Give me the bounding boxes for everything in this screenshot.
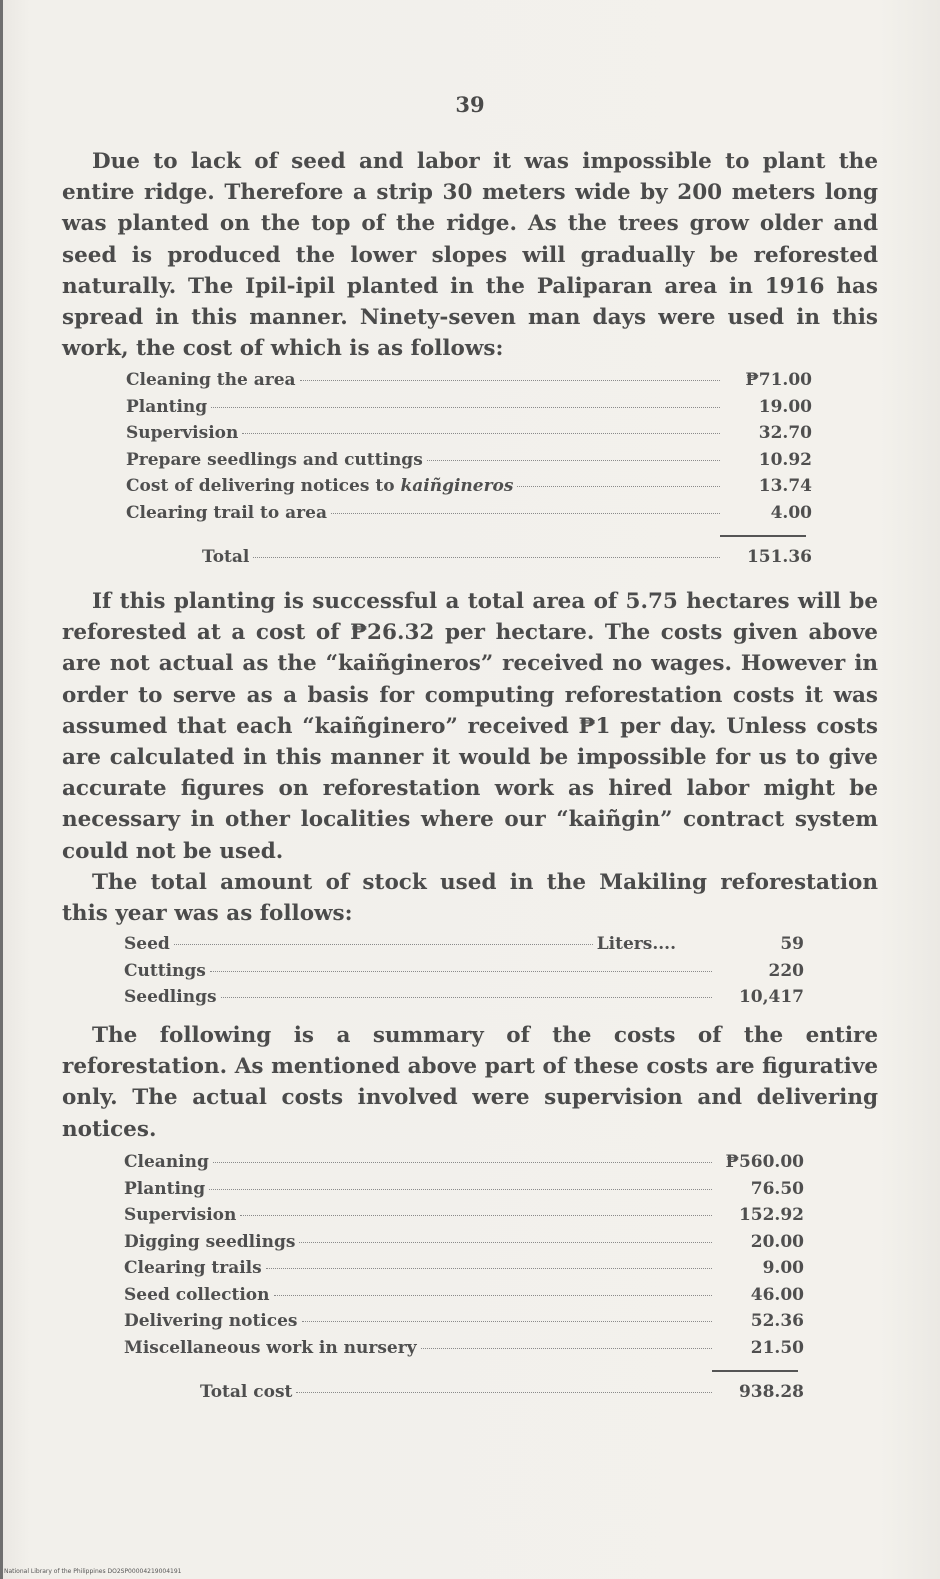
table-row xyxy=(124,1285,804,1312)
leader-dots xyxy=(174,944,593,945)
table-row xyxy=(124,961,804,988)
paragraph-1: Due to lack of seed and labor it was impossible to plant the entire ridge. Therefore a strip 30 meters wide by 200 meters long was planted on the top of the ridge. As the trees grow older and seed is produced the lower slopes will gradually be reforested naturally. The Ipil-ipil planted in the Paliparan area in 1916 has spread in this manner. Ninety-seven man days were used in this work, the cost of which is as follows: xyxy=(62,149,878,362)
table-row xyxy=(126,503,812,530)
library-footer: National Library of the Philippines DO2SP00004219004191 xyxy=(4,1568,182,1575)
total-row xyxy=(124,1382,804,1409)
row-value: 220 xyxy=(768,960,804,981)
row-value: 19.00 xyxy=(758,396,812,417)
paragraph-3: The total amount of stock used in the Makiling reforestation this year was as follows: xyxy=(62,870,878,927)
leader-dots xyxy=(421,1348,712,1349)
sum-rule xyxy=(712,1370,798,1372)
leader-dots xyxy=(300,380,720,381)
row-label: Supervision xyxy=(124,1205,237,1225)
table-row xyxy=(126,397,812,424)
row-label: Cleaning xyxy=(124,1152,209,1172)
table-row xyxy=(124,934,804,961)
leader-dots xyxy=(253,557,720,558)
row-label: Seed collection xyxy=(124,1284,270,1305)
leader-dots xyxy=(211,407,720,408)
leader-dots xyxy=(427,460,720,461)
row-value: 52.36 xyxy=(750,1311,804,1331)
row-value: 10,417 xyxy=(738,987,804,1007)
row-label: Clearing trail to area xyxy=(126,502,327,523)
leader-dots xyxy=(331,513,720,514)
leader-dots xyxy=(209,1189,712,1190)
leader-dots xyxy=(296,1392,712,1393)
row-value: 9.00 xyxy=(762,1258,804,1278)
table-row xyxy=(124,1205,804,1232)
row-label: Supervision xyxy=(126,423,239,443)
row-value: 59 xyxy=(780,934,804,954)
leader-dots xyxy=(221,997,712,998)
row-label xyxy=(126,476,513,496)
row-label: Digging seedlings xyxy=(124,1231,296,1252)
table-row xyxy=(124,987,804,1014)
stock-table xyxy=(124,934,804,1014)
row-value: 32.70 xyxy=(758,423,812,443)
leader-dots xyxy=(299,1242,712,1243)
row-label: Cuttings xyxy=(124,960,206,981)
table-row xyxy=(126,423,812,450)
row-label: Planting xyxy=(126,396,208,417)
row-label: Delivering notices xyxy=(124,1311,298,1331)
row-value: 76.50 xyxy=(750,1178,804,1199)
row-label: Seed xyxy=(124,934,170,954)
sum-rule xyxy=(720,535,806,537)
row-value: ₱71.00 xyxy=(745,370,812,390)
page-number: 39 xyxy=(455,92,485,117)
leader-dots xyxy=(213,1162,712,1163)
row-label: Cleaning the area xyxy=(126,370,296,390)
row-label: Prepare seedlings and cuttings xyxy=(126,449,423,470)
row-label: Seedlings xyxy=(124,987,217,1007)
page-edge xyxy=(0,0,3,1579)
table-row xyxy=(124,1179,804,1206)
row-label-prefix: Cost of delivering notices to xyxy=(126,476,401,496)
table-row xyxy=(124,1232,804,1259)
summary-cost-table xyxy=(124,1152,804,1409)
row-value: 152.92 xyxy=(738,1205,804,1225)
row-value: 13.74 xyxy=(758,476,812,496)
total-value: 938.28 xyxy=(738,1382,804,1402)
total-label: Total xyxy=(202,547,250,567)
leader-dots xyxy=(240,1215,712,1216)
total-label: Total cost xyxy=(200,1382,293,1402)
row-value: 46.00 xyxy=(750,1284,804,1305)
row-value: ₱560.00 xyxy=(725,1152,804,1172)
cost-table-ridge xyxy=(126,370,812,574)
leader-dots xyxy=(517,486,720,487)
total-row xyxy=(126,547,812,574)
table-row xyxy=(126,450,812,477)
leader-dots xyxy=(242,433,720,434)
row-label: Planting xyxy=(124,1178,206,1199)
row-label-italic: kaiñgineros xyxy=(400,476,514,496)
leader-dots xyxy=(274,1295,713,1296)
table-row xyxy=(124,1311,804,1338)
table-row xyxy=(124,1152,804,1179)
table-row xyxy=(126,476,812,503)
row-value: 20.00 xyxy=(750,1231,804,1252)
row-value: 10.92 xyxy=(758,449,812,470)
paragraph-4: The following is a summary of the costs of the entire reforestation. As mentioned above part of these costs are figurative only. The actual costs involved were supervision and delivering notices. xyxy=(62,1023,878,1142)
paragraph-2: If this planting is successful a total area of 5.75 hectares will be reforested at a cost of ₱26.32 per hectare. The costs given above are not actual as the “kaiñgineros” received no wages. However in order to serve as a basis for computing reforestation costs it was assumed that each “kaiñginero” received ₱1 per day. Unless costs are calculated in this manner it would be impossible for us to give accurate figures on reforestation work as hired labor might be necessary in other localities where our “kaiñgin” contract system could not be used. xyxy=(62,589,878,864)
row-label: Clearing trails xyxy=(124,1258,262,1278)
row-value: 21.50 xyxy=(750,1337,804,1358)
row-label: Miscellaneous work in nursery xyxy=(124,1337,417,1358)
row-value: 4.00 xyxy=(770,502,812,523)
row-unit: Liters.... xyxy=(596,934,676,954)
leader-dots xyxy=(302,1321,713,1322)
leader-dots xyxy=(210,971,712,972)
table-row xyxy=(126,370,812,397)
leader-dots xyxy=(266,1268,712,1269)
total-value: 151.36 xyxy=(746,547,812,567)
table-row xyxy=(124,1338,804,1365)
table-row xyxy=(124,1258,804,1285)
